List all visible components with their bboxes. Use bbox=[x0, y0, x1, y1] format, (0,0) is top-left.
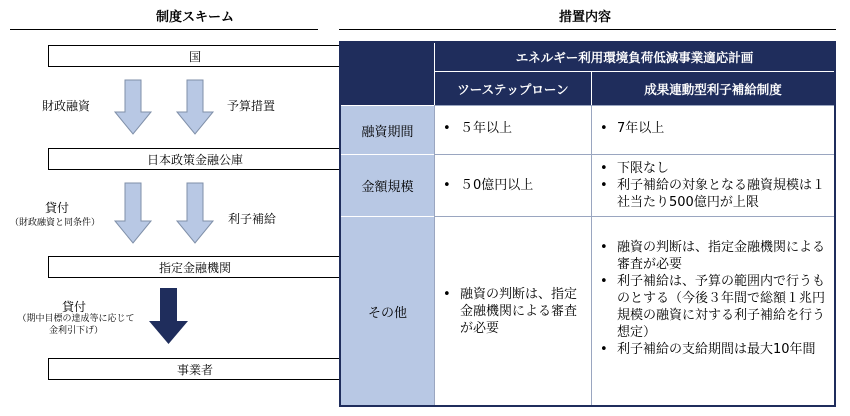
label-lending-1: 貸付 bbox=[45, 201, 70, 215]
note-lending-2-line2: 金利引下げ） bbox=[48, 326, 103, 336]
list-item: • 7年以上 bbox=[591, 120, 834, 137]
list-item: • 融資の判断は、指定金融機関による審査が必要 bbox=[591, 239, 826, 273]
row-label-amount-scale: 金額規模 bbox=[341, 154, 434, 216]
cell-amount-scale-results-linked bbox=[591, 154, 834, 216]
list-item: • 利子補給の支給期間は最大10年間 bbox=[591, 341, 826, 358]
cell-loan-period-two-step bbox=[434, 105, 591, 154]
list-item: • 下限なし bbox=[591, 160, 826, 177]
scheme-heading: 制度スキーム bbox=[155, 10, 234, 25]
box-state: 国 bbox=[48, 45, 342, 67]
cell-loan-period-results-linked bbox=[591, 105, 834, 154]
arrow-interest-subsidy bbox=[177, 183, 213, 243]
measures-table bbox=[339, 41, 836, 407]
column-two-step-loan: ツーステップローン bbox=[434, 72, 591, 105]
label-interest-subsidy: 利子補給 bbox=[228, 212, 277, 226]
arrow-financial-loan bbox=[115, 80, 151, 134]
note-lending-2-line1: （期中目標の達成等に応じて bbox=[17, 314, 135, 324]
measures-heading: 措置内容 bbox=[558, 10, 611, 25]
box-jfc: 日本政策金融公庫 bbox=[48, 148, 342, 170]
table-corner bbox=[341, 43, 434, 105]
table-divider-1 bbox=[434, 105, 435, 405]
list-item: • ５0億円以上 bbox=[434, 177, 591, 194]
label-financial-loan: 財政融資 bbox=[42, 99, 91, 113]
row-label-other: その他 bbox=[341, 216, 434, 405]
label-budget-measure: 予算措置 bbox=[227, 99, 276, 113]
row-label-loan-period: 融資期間 bbox=[341, 105, 434, 154]
cell-other-results-linked bbox=[591, 216, 834, 405]
list-item: • 融資の判断は、指定金融機関による審査が必要 bbox=[434, 286, 585, 337]
list-item: • 利子補給の対象となる融資規模は１社当たり500億円が上限 bbox=[591, 177, 826, 211]
box-designated-financial-institution: 指定金融機関 bbox=[48, 256, 342, 278]
note-lending-1: （財政融資と同条件） bbox=[9, 218, 100, 228]
list-item: • ５年以上 bbox=[434, 120, 591, 137]
label-lending-2: 貸付 bbox=[62, 300, 87, 314]
arrow-lending-2 bbox=[149, 288, 188, 344]
box-business-operator: 事業者 bbox=[48, 358, 342, 380]
table-divider-2 bbox=[591, 105, 592, 405]
column-results-linked-subsidy: 成果連動型利子補給制度 bbox=[591, 72, 834, 105]
arrow-lending-1 bbox=[115, 183, 151, 243]
plan-title: エネルギー利用環境負荷低減事業適応計画 bbox=[434, 43, 834, 72]
arrow-budget-measure bbox=[177, 80, 213, 134]
cell-amount-scale-two-step bbox=[434, 154, 591, 216]
cell-other-two-step bbox=[434, 216, 591, 405]
list-item: • 利子補給は、予算の範囲内で行うものとする（今後３年間で総額１兆円規模の融資に対する利子補給を行う想定） bbox=[591, 273, 826, 341]
measures-heading-underline bbox=[339, 29, 836, 30]
